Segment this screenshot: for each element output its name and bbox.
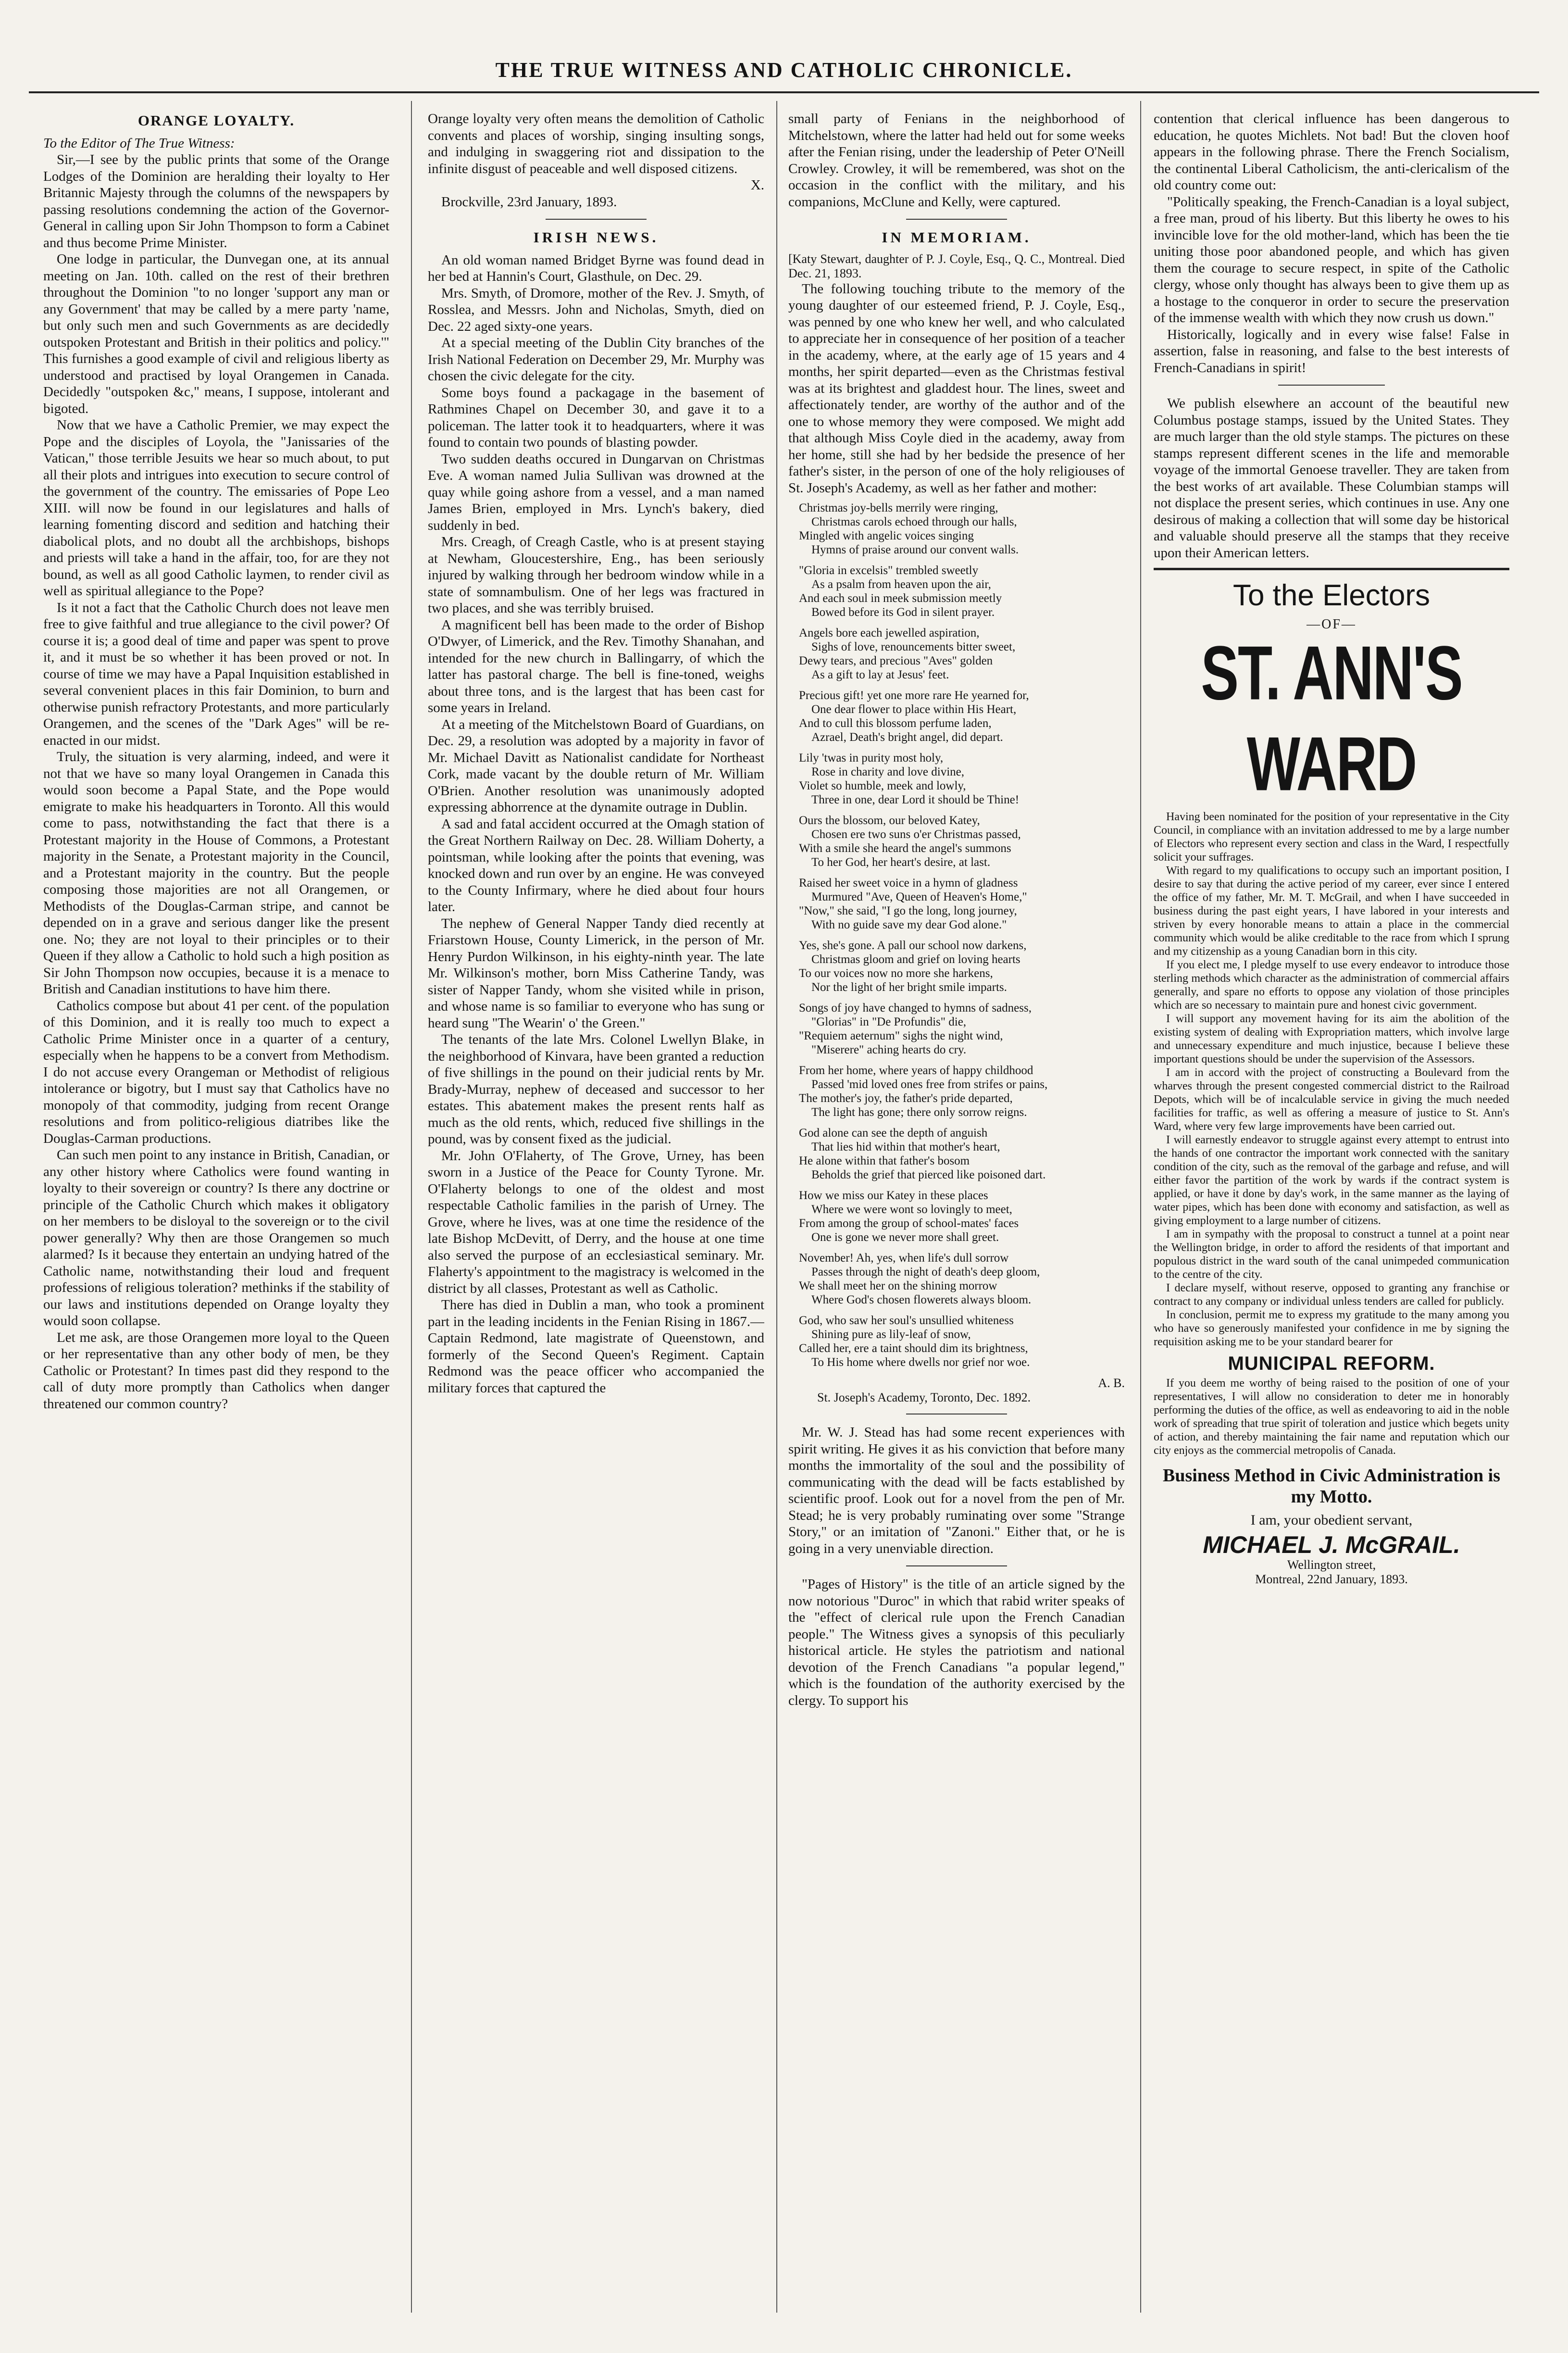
ad-paragraph: If you elect me, I pledge myself to use every endeavor to introduce those sterling methods which character as the administration of commercial affairs generally, and spare no efforts to oppose any violation of those principles which are so necessary to maintain pure and honest civic government. [1154,958,1509,1012]
ad-paragraph: With regard to my qualifications to occupy such an important position, I desire to say that during the active period of my career, ever since I entered the office of my father, Mr. M. T. McGrail, and when I have succeeded in business during the past eight years, I have labored in your interests and striven by every honorable means to attain a place in the commercial community which would be alike creditable to the race from which I sprung and my citizenship as a young Canadian born in this city. [1154,864,1509,958]
paragraph: Catholics compose but about 41 per cent. of the population of this Dominion, and it is really too much to expect a Catholic Prime Minister once in a quarter of a century, especially when he happens to be a convert from Methodism. I do not accuse every Orangeman or Methodist of religious intolerance or bigotry, but I must say that Catholics have no monopoly of that commodity, judging from recent Orange resolutions and from politico-religious diatribes like the Douglas-Carman productions. [43,998,389,1146]
ad-address: Wellington street, [1287,1558,1376,1572]
ad-of: —OF— [1307,617,1356,632]
dateline: Brockville, 23rd January, 1893. [441,194,617,210]
column-3 [788,111,1125,2293]
advertisement-rule [1154,568,1509,570]
paragraph: The tenants of the late Mrs. Colonel Lwellyn Blake, in the neighborhood of Kinvara, have been granted a reduction of five shillings in the pound on their judicial rents by Mr. Brady-Murray, nephew of deceased and successor to her estates. This abatement makes the present rents half as much as the old rents, which, reduced five shillings in the pound, was by consent fixed as the judicial. [428,1032,764,1147]
poem-stanza: Christmas joy-bells merrily were ringing, Christmas carols echoed through our halls, Mingled with angelic voices singing Hymns of praise around our convent walls. [799,501,1019,556]
ad-paragraph: If you deem me worthy of being raised to the position of one of your representatives, I will allow no consideration to deter me in honorably performing the duties of the office, as well as endeavoring to aid in the noble work of spreading that true spirit of toleration and justice which begets unity of action, and thereby maintaining the fair name and reputation which our city enjoys as the commercial metropolis of Canada. [1154,1377,1509,1457]
article-body [428,252,764,1397]
column-2 [428,111,764,2293]
poem-stanza: How we miss our Katey in these places Where we were wont so lovingly to meet, From among the group of school-mates' faces One is gone we never more shall greet. [799,1189,1019,1244]
paragraph: The nephew of General Napper Tandy died recently at Friarstown House, County Limerick, in the person of Mr. Henry Purdon Wilkinson, in his eighty-ninth year. The late Mr. Wilkinson's mother, born Miss Catherine Tandy, was sister of Napper Tandy, whom she visited while in prison, and whose name is so familiar to everyone who has sung or heard sung "The Wearin' o' the Green." [428,915,764,1031]
paragraph: "Pages of History" is the title of an article signed by the now notorious "Duroc" in which that rabid writer speaks of the "effect of clerical rule upon the French Canadian people." The Witness gives a synopsis of this peculiarly historical article. He styles the patriotism and national devotion of the French Canadians "a popular legend," which is the foundation of the authority exercised by the clergy. To support his [788,1577,1125,1708]
masthead-rule [29,91,1539,93]
election-advertisement [1154,577,1509,1587]
signature-initial: X. [750,177,764,193]
paragraph: At a special meeting of the Dublin City branches of the Irish National Federation on December 29, Mr. Murphy was chosen the civic delegate for the city. [428,335,764,384]
paragraph: A magnificent bell has been made to the order of Bishop O'Dwyer, of Limerick, and the Rev. Timothy Shanahan, and intended for the new church in Ballingarry, of which the latter has pastoral charge. The bell is fine-toned, weighs about three tons, and is the largest that has been cast for some years in Ireland. [428,617,764,715]
poem-stanza: Songs of joy have changed to hymns of sadness, "Glorias" in "De Profundis" die, "Requiem aeternum" sighs the night wind, "Miserere" aching hearts do cry. [799,1001,1032,1056]
paragraph: Truly, the situation is very alarming, indeed, and were it not that we have so many loyal Orangemen in Canada this would soon become a Papal State, and the Pope would emigrate to make his headquarters in Toronto. All this would come to pass, notwithstanding the fact that there is a Protestant majority in the House of Commons, a Protestant majority in the Senate, a Protestant majority in the Council, and a Protestant majority in the country. But the people composing those majorities are not all Orangemen, or Methodists of the Douglas-Carman stripe, and cannot be depended on in a grave and serious danger like the present one. No; they are not loyal to their principles or to their Queen if they allow a Catholic to hold such a high position as Sir John Thompson now occupies, because it is a menace to British and Canadian institutions to have him there. [43,749,389,997]
paragraph: An old woman named Bridget Byrne was found dead in her bed at Hannin's Court, Glasthule, on Dec. 29. [428,252,764,284]
paragraph: Can such men point to any instance in British, Canadian, or any other history where Catholics were found wanting in loyalty to their sovereign or country? Is there any doctrine or principle of the Catholic Church which makes it obligatory on her members to be disloyal to the sovereign or to the civil power generally? Why then are those Orangemen so much alarmed? Is it because they entertain an undying hatred of the Catholic name, notwithstanding their loud and frequent professions of religious toleration? methinks if the stability of our laws and institutions depended on Orange loyalty they would soon collapse. [43,1147,389,1328]
separator [906,219,1007,220]
poem-stanza: Lily 'twas in purity most holy, Rose in charity and love divine, Violet so humble, meek and lowly, Three in one, dear Lord it should be Thine! [799,751,1020,806]
ad-ward-heading: ST. ANN'S WARD [1201,630,1462,807]
ad-closing: I am, your obedient servant, [1250,1512,1413,1528]
paragraph: The following touching tribute to the memory of the young daughter of our esteemed friend, P. J. Coyle, Esq., was penned by one who knew her well, and who calculated to appreciate her in consequence of her position of a teacher in the academy, where, at the early age of 15 years and 4 months, her spirit departed—even as the Christmas festival was at its brightest and gladdest hour. The lines, sweet and affectionately tender, are worthy of the author and of the one to whose memory they were composed. We might add that although Miss Coyle died in the academy, away from her home, still she had by her bedside the presence of her father's sister, in the person of one of the holy religiouses of St. Joseph's Academy, as well as her father and mother: [788,281,1125,496]
article-body [43,151,389,1412]
paragraph: Mrs. Creagh, of Creagh Castle, who is at present staying at Newham, Gloucestershire, Eng., has been seriously injured by walking through her bedroom window while in a state of somnambulism. One of her legs was fractured in two places, and she was terribly bruised. [428,534,764,616]
ad-paragraph: I will earnestly endeavor to struggle against every attempt to entrust into the hands of one contractor the important work connected with the sanitary condition of the city, such as the removal of the garbage and refuse, and will either favor the partition of the work by wards if the contract system is applied, or have it done by day's work, in the same manner as the laying of water pipes, which has been done with economy and satisfaction, as well as giving employment to a large number of citizens. [1154,1133,1509,1227]
column-rule [411,101,412,2313]
poem-stanza: "Gloria in excelsis" trembled sweetly As a psalm from heaven upon the air, And each soul in meek submission meetly Bowed before its God in silent prayer. [799,564,1002,619]
paragraph: One lodge in particular, the Dunvegan one, at its annual meeting on Jan. 10th. called on the rest of their brethren throughout the Dominion "to no longer 'support any man or any Government' that may be called by a mere party 'name, but only such men and such Governments as are decidedly outspoken Protestant and British in their politics and policy.'" This furnishes a good example of civil and religious liberty as understood and practised by loyal Orangemen in Canada. Decidedly "outspoken &c," means, I suppose, intolerant and bigoted. [43,251,389,416]
quotation: "Politically speaking, the French-Canadian is a loyal subject, a free man, proud of his liberty. But this liberty he owes to his invincible love for the old mother-land, which has been the tie uniting those poor abandoned people, and which has given them the courage to secure respect, in spite of the Catholic clergy, whose only thought has always been to give them up as a hostage to the conqueror in order to secure the preservation of the immense wealth with which they now crush us down." [1154,194,1509,325]
paragraph: Orange loyalty very often means the demolition of Catholic convents and places of worship, singing insulting songs, and indulging in swaggering riot and dissipation to the infinite disgust of peaceable and well disposed citizens. [428,111,764,176]
ad-body [1154,810,1509,1349]
poem-stanza: From her home, where years of happy childhood Passed 'mid loved ones free from strifes or pains, The mother's joy, the father's pride departed, The light has gone; there only sorrow reigns. [799,1064,1048,1119]
article-title: IN MEMORIAM. [882,229,1032,246]
paragraph: Now that we have a Catholic Premier, we may expect the Pope and the disciples of Loyola, the "Janissaries of the Vatican," those terrible Jesuits we hear so much about, to put all their plots and intrigues into execution to secure control of the government of the country. The emissaries of Pope Leo XIII. will now be found in our legislatures and halls of learning fomenting discord and sedition and hatching their diabolical plots, and no doubt all the archbishops, bishops and priests will take a hand in the affair, too, for are they not bound, as well as all good Catholic laymen, to render civil as well as spiritual allegiance to the Pope? [43,417,389,599]
paragraph: Mr. W. J. Stead has had some recent experiences with spirit writing. He gives it as his conviction that before many months the immortality of the soul and the possibility of communicating with the dead will be facts established by scientific proof. Look out for a novel from the pen of Mr. Stead; he is very probably ruminating over some "Strange Story," or an imitation of "Zanoni." Either that, or he is going in a very unenviable direction. [788,1425,1125,1556]
paragraph: We publish elsewhere an account of the beautiful new Columbus postage stamps, issued by the United States. They are much larger than the old style stamps. The pictures on these stamps represent different scenes in the life and memorable voyage of the immortal Genoese traveller. They are taken from the best works of art available. These Columbian stamps will not displace the present series, which continues in use. Any one desirous of making a collection that will some day be historical and valuable should preserve all the stamps that they receive upon their American letters. [1154,396,1509,561]
paragraph: Sir,—I see by the public prints that some of the Orange Lodges of the Dominion are heralding their loyalty to Her Britannic Majesty through the columns of the newspapers by passing resolutions condemning the action of the Governor-General in calling upon Sir John Thompson to form a Cabinet and thus become Prime Minister. [43,152,389,250]
poem-stanza: Angels bore each jewelled aspiration, Sighs of love, renouncements bitter sweet, Dewy tears, and precious "Aves" golden As a gift to lay at Jesus' feet. [799,626,1016,681]
paragraph: Some boys found a packagage in the basement of Rathmines Chapel on December 30, and gave it to a policeman. The latter took it to headquarters, where it was found to contain two pounds of blasting powder. [428,385,764,450]
poem-stanza: Precious gift! yet one more rare He yearned for, One dear flower to place within His Heart, And to cull this blossom perfume laden, Azrael, Death's bright angel, did depart. [799,689,1029,744]
ad-paragraph: In conclusion, permit me to express my gratitude to the many among you who have so generously manifested your confidence in me by signing the requisition asking me to be your standard bearer for [1154,1308,1509,1348]
ad-date: Montreal, 22nd January, 1893. [1255,1572,1408,1586]
ad-paragraph: I am in sympathy with the proposal to construct a tunnel at a point near the Wellington bridge, in order to afford the residents of that important and populous district in the ward south of the canal unimpeded communication to the centre of the city. [1154,1227,1509,1281]
poem-place: St. Joseph's Academy, Toronto, Dec. 1892. [817,1390,1031,1404]
article-title: ORANGE LOYALTY. [137,112,295,129]
poem [788,501,1125,1369]
masthead: THE TRUE WITNESS AND CATHOLIC CHRONICLE. [495,58,1073,82]
poem-stanza: God alone can see the depth of anguish That lies hid within that mother's heart, He alone within that father's bosom Beholds the grief that pierced like poisoned dart. [799,1126,1046,1181]
paragraph: small party of Fenians in the neighborhood of Mitchelstown, where the latter had held out for some weeks after the Fenian rising, under the leadership of Peter O'Neill Crowley. Crowley, it will be remembered, was shot on the occasion in the conflict with the military, and his companions, McClune and Kelly, were captured. [788,111,1125,210]
ad-paragraph: Having been nominated for the position of your representative in the City Council, in compliance with an invitation addressed to me by a large number of Electors who represent every section and class in the Ward, I respectfully solicit your suffrages. [1154,810,1509,864]
paragraph: A sad and fatal accident occurred at the Omagh station of the Great Northern Railway on Dec. 28. William Doherty, a pointsman, while looking after the points that evening, was knocked down and run over by an engine. He was conveyed to the County Infirmary, where he died about four hours later. [428,816,764,914]
paragraph: Mr. John O'Flaherty, of The Grove, Urney, has been sworn in a Justice of the Peace for County Tyrone. Mr. O'Flaherty belongs to one of the oldest and most respectable Catholic families in the parish of Urney. The Grove, where he lives, was at one time the residence of the late Bishop McDevitt, of Derry, and the house at one time also served the purpose of an ecclesiastical seminary. Mr. Flaherty's appointment to the magistracy is welcomed in the district by all classes, Protestant as well as Catholic. [428,1148,764,1296]
poem-initials: A. B. [1098,1376,1125,1390]
separator [906,1565,1007,1566]
poem-stanza: Raised her sweet voice in a hymn of gladness Murmured "Ave, Queen of Heaven's Home," "Now," she said, "I go the long, long journey, With no guide save my dear God alone." [799,876,1027,931]
separator [546,219,647,220]
ad-paragraph: I am in accord with the project of constructing a Boulevard from the wharves through the present congested commercial district to the Railroad Depots, which will be of incalculable service in giving the much needed facilities for traffic, as well as offering a measure of justice to St. Ann's Ward, where very few large improvements have been carried out. [1154,1066,1509,1133]
salutation: To the Editor of The True Witness: [43,135,235,151]
ad-body [1154,1377,1509,1457]
separator [1278,385,1385,386]
article-title: IRISH NEWS. [533,229,659,246]
ad-motto: Business Method in Civic Administration is my Motto. [1162,1465,1501,1507]
column-rule [1140,101,1141,2313]
column-4 [1154,111,1509,2293]
ad-title: To the Electors [1232,579,1431,612]
poem-stanza: Ours the blossom, our beloved Katey, Chosen ere two suns o'er Christmas passed, With a smile she heard the angel's summons To her God, her heart's desire, at last. [799,814,1021,869]
poem-stanza: November! Ah, yes, when life's dull sorrow Passes through the night of death's deep gloom, We shall meet her on the shining morrow Where God's chosen flowerets always bloom. [799,1252,1040,1306]
paragraph: contention that clerical influence has been dangerous to education, he quotes Michlets. Not bad! But the cloven hoof appears in the following phrase. There the French Socialism, the continental Liberal Catholicism, the anti-clericalism of the old country come out: [1154,111,1509,193]
paragraph: There has died in Dublin a man, who took a prominent part in the leading incidents in the Fenian Rising in 1867.—Captain Redmond, late magistrate of Queenstown, and formerly of the Second Queen's Regiment. Captain Redmond was the peace officer who accompanied the military forces that captured the [428,1297,764,1396]
ad-paragraph: I will support any movement having for its aim the abolition of the existing system of dealing with Expropriation matters, which involve large and unnecessary expenditure and much injustice, because I believe these important questions should be under the supervision of the Assessors. [1154,1012,1509,1065]
paragraph: Is it not a fact that the Catholic Church does not leave men free to give faithful and true allegiance to the civil power? Of course it is; a good deal of time and paper was spent to prove it, and it must be so whether it has been proved or not. In course of time we may have a Papal Inquisition established in several convenient places in this fair Dominion, to burn and otherwise punish refractory Protestants, and more particularly Orangemen, and the scenes of the "Dark Ages" will be re-enacted in our midst. [43,600,389,748]
column-rule [776,101,777,2313]
paragraph: Historically, logically and in every wise false! False in assertion, false in reasoning, and false to the best interests of French-Canadians in spirit! [1154,326,1509,375]
paragraph: Let me ask, are those Orangemen more loyal to the Queen or her representative than any other body of men, be they Catholic or Protestant? In times past did they respond to the call of duty more promptly than Catholics when danger threatened our common country? [43,1329,389,1412]
ad-reform-heading: MUNICIPAL REFORM. [1228,1352,1435,1374]
dedication: [Katy Stewart, daughter of P. J. Coyle, Esq., Q. C., Montreal. Died Dec. 21, 1893. [788,251,1125,280]
ad-paragraph: I declare myself, without reserve, opposed to granting any franchise or contract to any company or individual unless tenders are called for publicly. [1154,1281,1509,1308]
paragraph: Mrs. Smyth, of Dromore, mother of the Rev. J. Smyth, of Rosslea, and Messrs. John and Nicholas, Smyth, died on Dec. 22 aged sixty-one years. [428,285,764,334]
paragraph: At a meeting of the Mitchelstown Board of Guardians, on Dec. 29, a resolution was adopted by a majority in favor of Mr. Michael Davitt as Nationalist candidate for Northeast Cork, made vacant by the double return of Mr. William O'Brien. Another resolution was unanimously adopted expressing abhorrence at the dynamite outrage in Dublin. [428,716,764,815]
ad-candidate-name: MICHAEL J. McGRAIL. [1203,1531,1460,1558]
paragraph: Two sudden deaths occured in Dungarvan on Christmas Eve. A woman named Julia Sullivan was drowned at the quay while going ashore from a vessel, and a man named James Brien, employed in Mrs. Lynch's bakery, died suddenly in bed. [428,451,764,533]
poem-stanza: Yes, she's gone. A pall our school now darkens, Christmas gloom and grief on loving hearts To our voices now no more she harkens, Nor the light of her bright smile imparts. [799,939,1027,994]
column-1 [43,111,389,2293]
poem-stanza: God, who saw her soul's unsullied whiteness Shining pure as lily-leaf of snow, Called her, ere a taint should dim its brightness, To His home where dwells nor grief nor woe. [799,1314,1030,1369]
